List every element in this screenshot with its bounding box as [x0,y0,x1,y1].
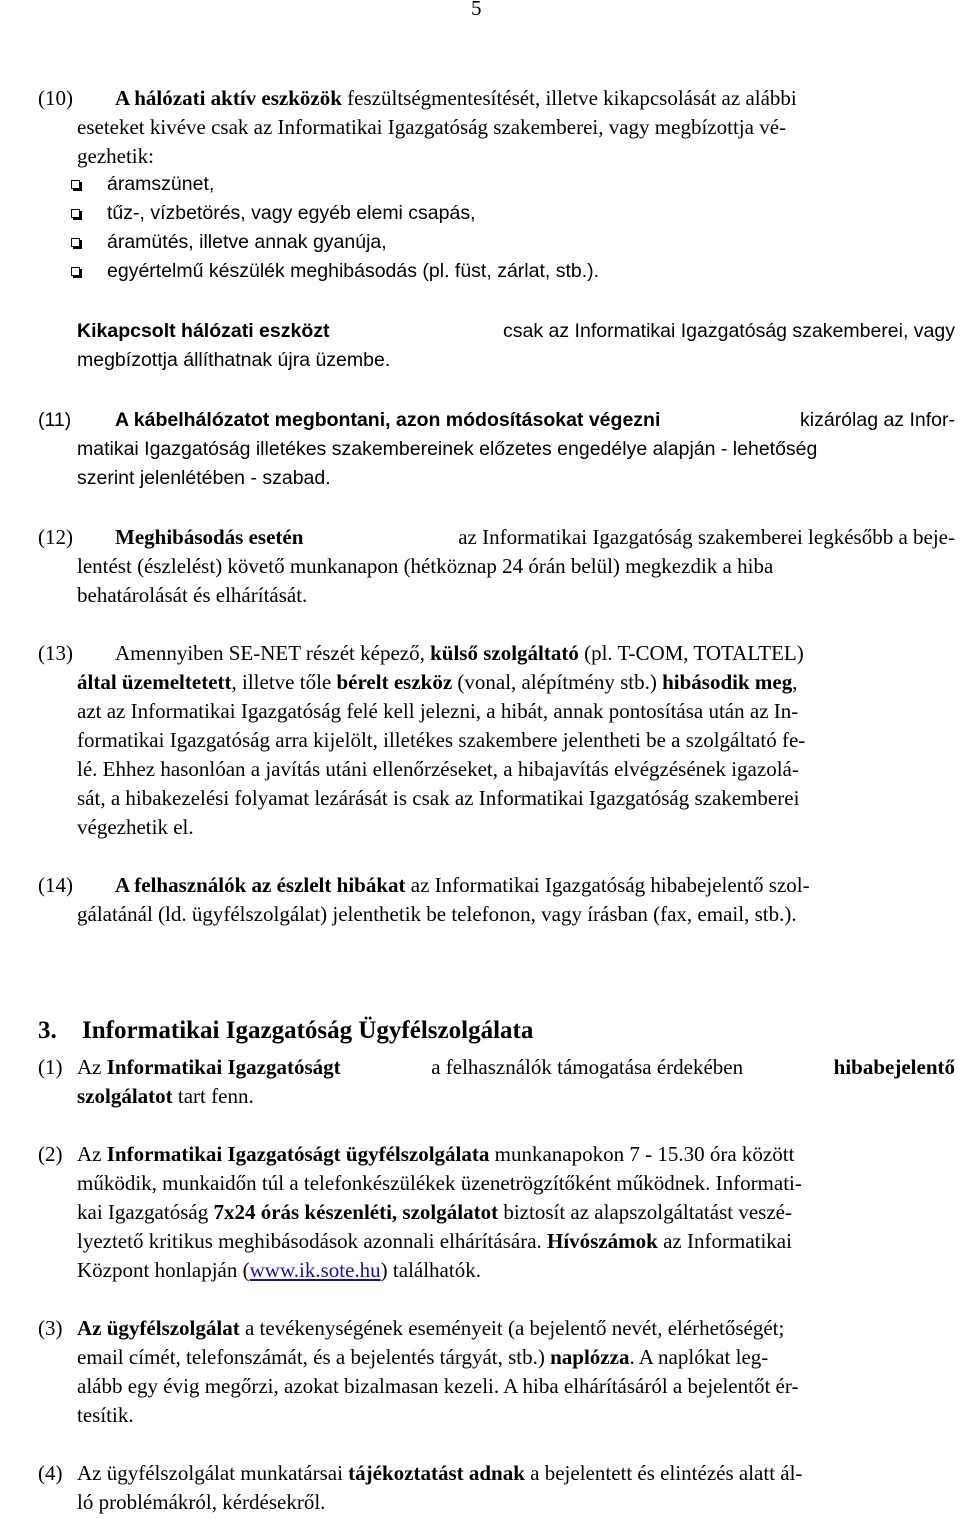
bold-text: szolgálatot [77,1084,173,1108]
bold-text: A hálózati aktív eszközök [115,86,342,110]
paragraph-line: sát, a hibakezelési folyamat lezárását is csak az Informatikai Igazgatóság szakemberei [77,786,800,810]
bold-text: hibásodik meg [662,670,793,694]
bold-text: Az ügyfélszolgálat [77,1316,240,1340]
bold-text: A kábelhálózatot megbontani, azon módosításokat végezni [115,409,661,431]
paragraph-line [77,1144,794,1165]
paragraph-line [77,1231,792,1252]
bold-text: Informatikai Igazgatóságt ügyfélszolgálata [106,1142,490,1166]
bold-text: 7x24 órás készenléti, szolgálatot [213,1200,499,1224]
text: , illetve tőle [231,670,337,694]
paragraph-line: működik, munkaidőn túl a telefonkészülékek üzenetrögzítőként működnek. Informati- [77,1171,802,1195]
paragraph-line: végezhetik el. [77,815,194,839]
text: a bejelentett és elintézés alatt ál- [524,1461,803,1485]
text: Központ honlapján ( [77,1258,250,1282]
bold-text: Hívószámok [547,1229,658,1253]
paragraph-line [77,1318,784,1339]
paragraph-line: szerint jelenlétében - szabad. [77,467,331,489]
item-number: (3) [38,1316,63,1340]
text: az Informatikai Igazgatóság hibabejelentő szol- [405,873,810,897]
paragraph-line: eseteket kivéve csak az Informatikai Igazgatóság szakemberei, vagy megbízottja vé- [77,115,787,139]
text: tart fenn. [172,1084,254,1108]
paragraph-line [77,322,955,342]
page-number: 5 [471,0,482,20]
bold-text: bérelt eszköz [336,670,453,694]
paragraph-line: ló problémákról, kérdésekről. [77,1490,326,1514]
paragraph-line [115,643,804,664]
bold-text: hibabejelentő [833,1055,955,1079]
paragraph-line: megbízottja állíthatnak újra üzembe. [77,349,391,371]
section-heading [38,1017,533,1045]
bold-text: által üzemeltetett [77,670,232,694]
paragraph-line: gálatánál (ld. ügyfélszolgálat) jelenthetik be telefonon, vagy írásban (fax, email, stb.). [77,902,797,926]
text: a felhasználók támogatása érdekében [425,1055,749,1079]
section-title: Informatikai Igazgatóság Ügyfélszolgálata [82,1017,534,1044]
text: ) találhatók. [380,1258,481,1282]
paragraph-number: (11) [38,409,72,431]
paragraph-line [77,1463,802,1484]
paragraph-line: lentést (észlelést) követő munkanapon (hétköznap 24 órán belül) megkezdik a hiba [77,554,774,578]
text: Az [77,1142,107,1166]
text: munkanapokon 7 - 15.30 óra között [489,1142,795,1166]
text: Az [77,1055,107,1079]
text: kai Igazgatóság [77,1200,214,1224]
paragraph-line: matikai Igazgatóság illetékes szakembereinek előzetes engedélye alapján - lehetőség [77,438,818,460]
item-number: (4) [38,1461,63,1485]
text: email címét, telefonszámát, és a bejelentés tárgyát, stb.) [77,1345,551,1369]
paragraph-line: behatárolását és elhárítását. [77,583,308,607]
text: Amennyiben SE-NET részét képező, [115,641,431,665]
text: az Informatikai Igazgatóság szakemberei legkésőbb a beje- [452,525,955,549]
list-item: tűz-, vízbetörés, vagy egyéb elemi csapás, [107,202,476,224]
paragraph-line [77,1202,792,1223]
paragraph-line [77,1260,481,1281]
bold-text: tájékoztatást adnak [348,1461,525,1485]
section-number: 3. [38,1017,57,1044]
paragraph-line [77,672,797,693]
paragraph-number: (12) [38,525,73,549]
paragraph-line: alább egy évig megőrzi, azokat bizalmasan kezeli. A hiba elhárításáról a bejelentőt ér- [77,1374,799,1398]
bold-text: naplózza [550,1345,630,1369]
paragraph-line [77,1057,955,1078]
text: biztosít az alapszolgáltatást veszé- [498,1200,792,1224]
paragraph-line: formatikai Igazgatóság arra kijelölt, illetékes szakembere jelentheti be a szolgáltató fe- [77,728,806,752]
list-item: egyértelmű készülék meghibásodás (pl. füst, zárlat, stb.). [107,260,600,282]
text: lyeztető kritikus meghibásodások azonnali elhárítására. [77,1229,548,1253]
text: csak az Informatikai Igazgatóság szakemberei, vagy [497,320,955,342]
checkbox-bullet-icon [71,238,80,247]
paragraph-line: gezhetik: [77,144,154,168]
paragraph-line [115,88,797,109]
text: a tevékenységének eseményeit (a bejelentő nevét, elérhetőségét; [239,1316,785,1340]
bold-text: A felhasználók az észlelt hibákat [115,873,406,897]
text: kizárólag az Infor- [794,409,955,431]
text: az Informatikai [657,1229,792,1253]
paragraph-line: azt az Informatikai Igazgatóság felé kell jelezni, a hibát, annak pontosítása után az In- [77,699,799,723]
item-number: (2) [38,1142,63,1166]
checkbox-bullet-icon [71,267,80,276]
paragraph-line [115,411,955,431]
text: Az ügyfélszolgálat munkatársai [77,1461,349,1485]
list-item: áramütés, illetve annak gyanúja, [107,231,387,253]
paragraph-number: (13) [38,641,73,665]
paragraph-number: (14) [38,873,73,897]
text: . A naplókat leg- [629,1345,769,1369]
paragraph-line [77,1347,768,1368]
bold-text: külső szolgáltató [430,641,579,665]
checkbox-bullet-icon [71,180,80,189]
text: feszültségmentesítését, illetve kikapcsolását az alábbi [341,86,797,110]
website-link[interactable]: www.ik.sote.hu [249,1258,381,1282]
paragraph-line: lé. Ehhez hasonlóan a javítás utáni ellenőrzéseket, a hibajavítás elvégzésének igazolá- [77,757,799,781]
paragraph-line [115,875,810,896]
paragraph-line: tesítik. [77,1403,134,1427]
checkbox-bullet-icon [71,209,80,218]
item-number: (1) [38,1055,63,1079]
list-item: áramszünet, [107,173,215,195]
bold-text: Informatikai Igazgatóságt [106,1055,341,1079]
paragraph-line [115,527,955,548]
paragraph-line [77,1086,254,1107]
bold-text: Kikapcsolt hálózati eszközt [77,320,330,342]
paragraph-number: (10) [38,86,73,110]
text: (pl. T-COM, TOTALTEL) [578,641,804,665]
bold-text: Meghibásodás esetén [115,525,304,549]
text: , [792,670,798,694]
text: (vonal, alépítmény stb.) [452,670,663,694]
